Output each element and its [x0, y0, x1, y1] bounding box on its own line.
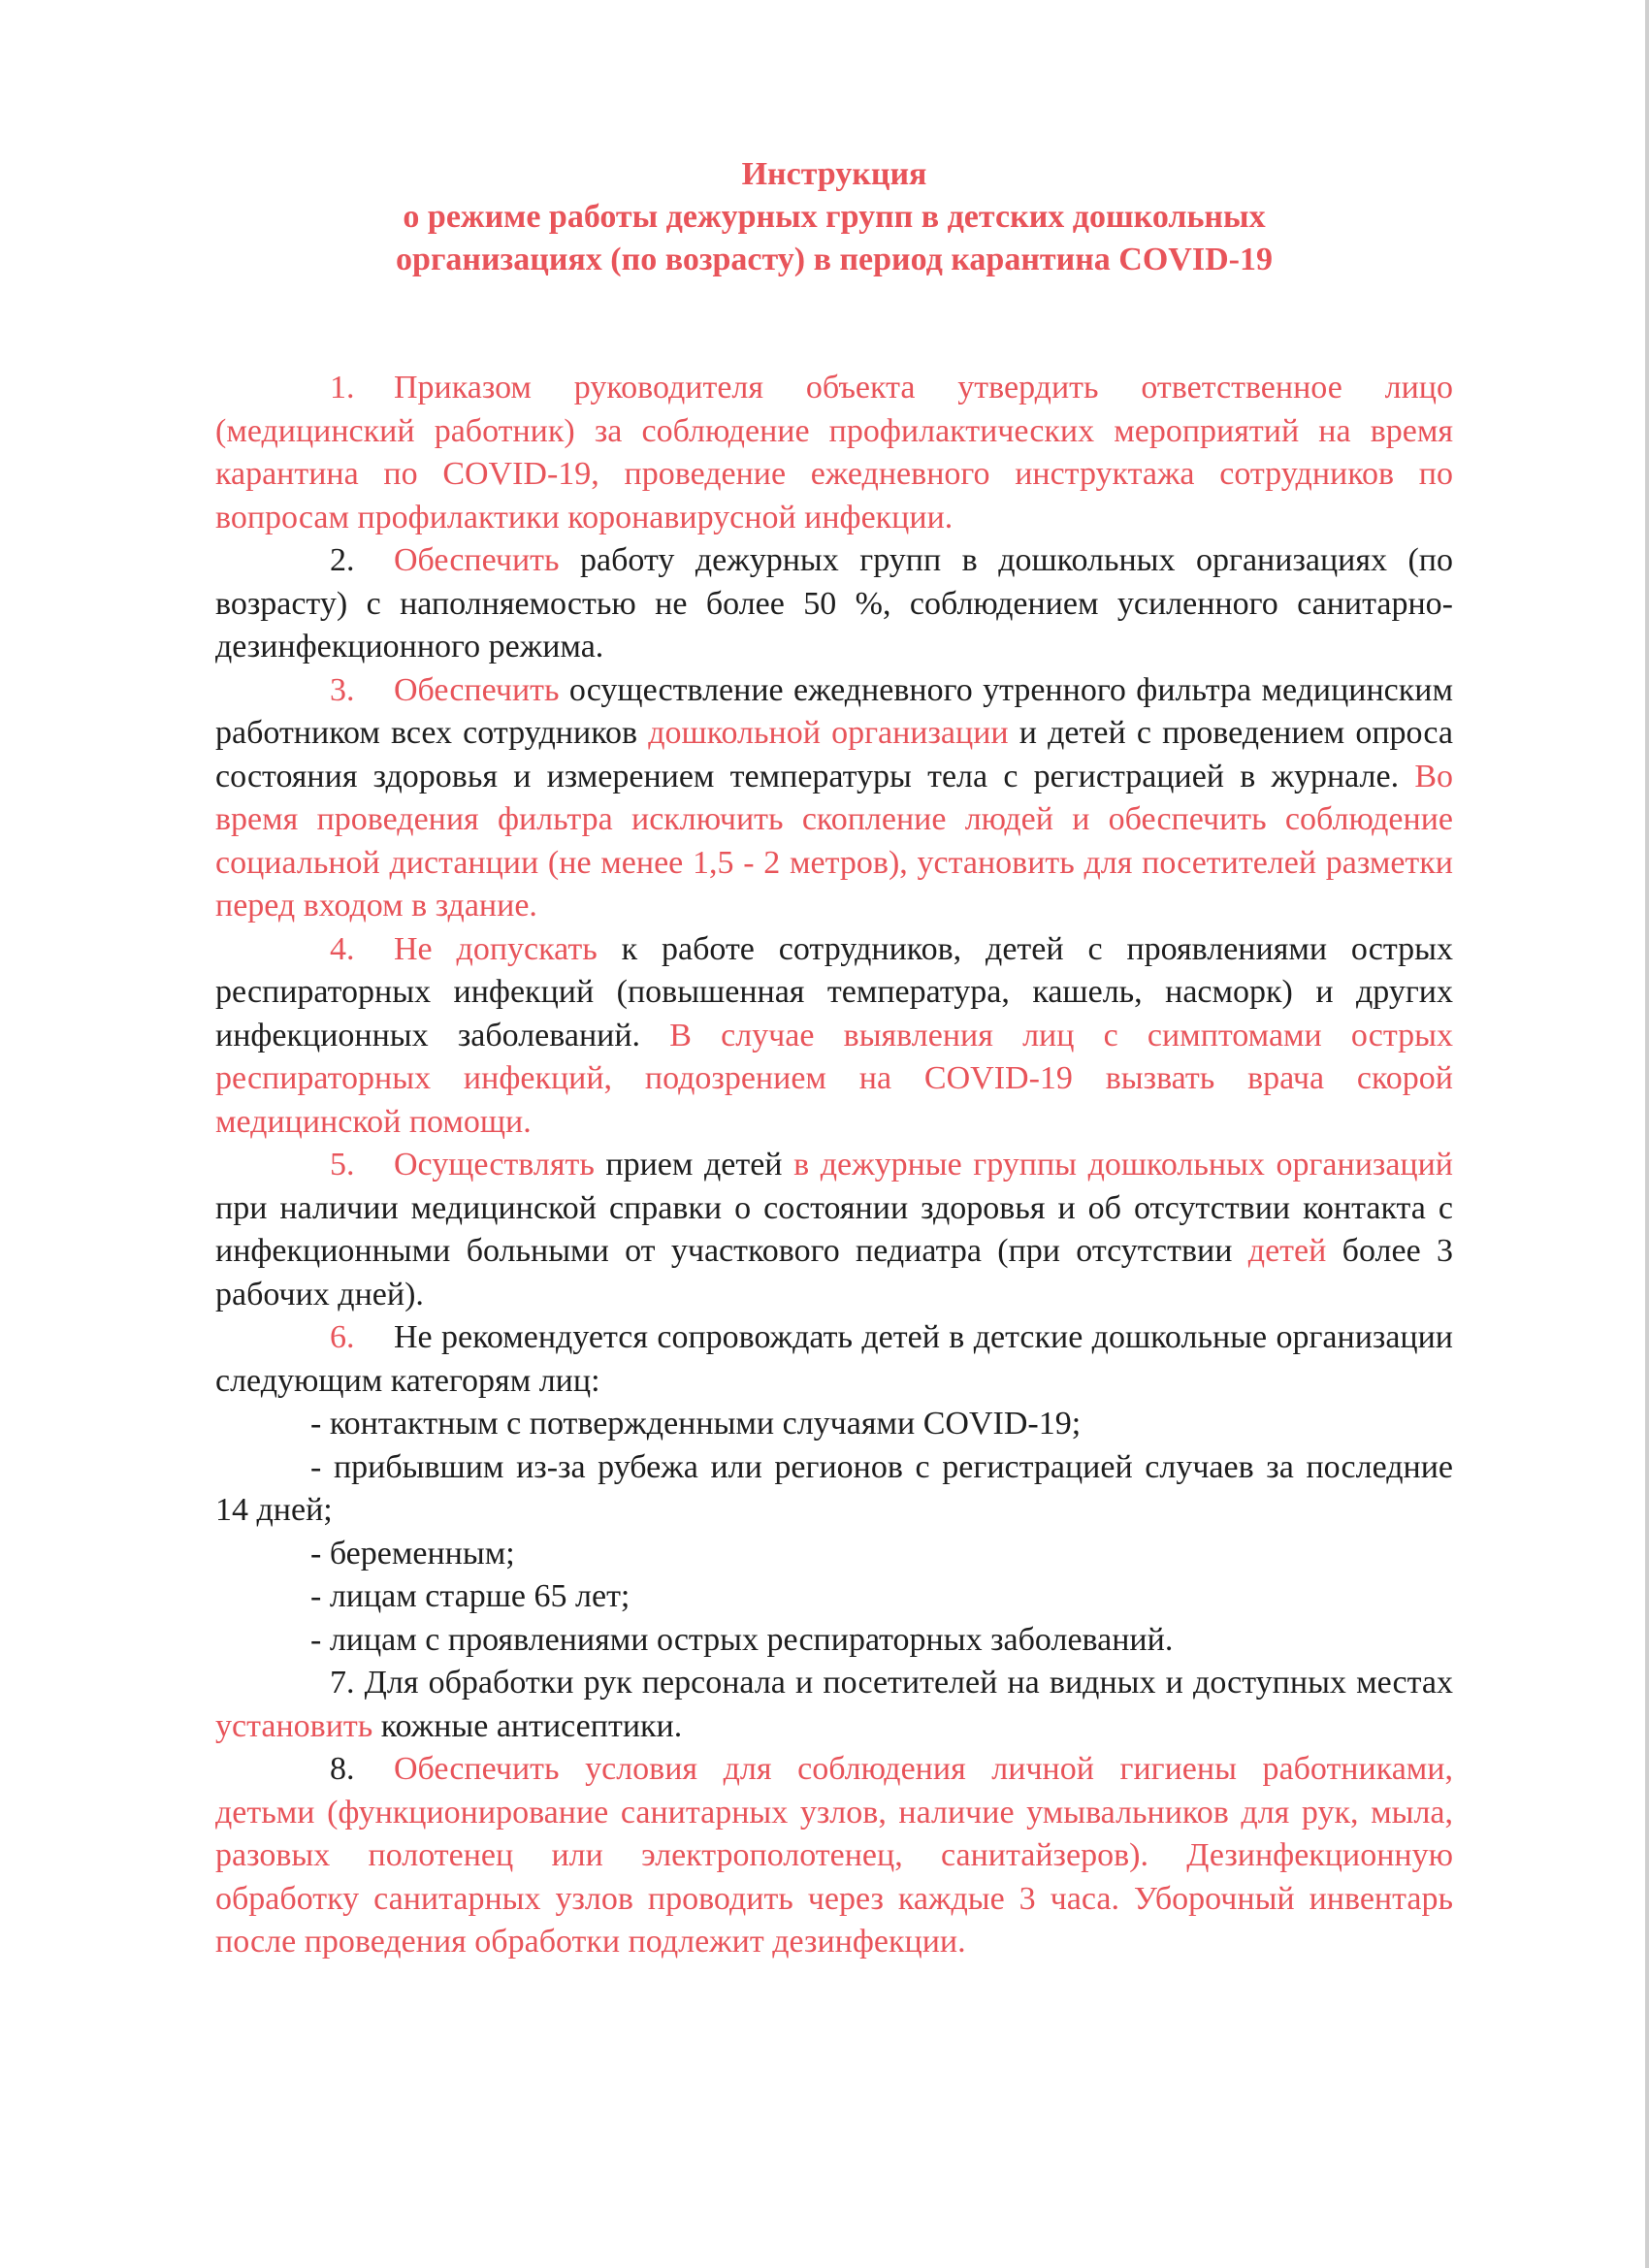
item-6-sub-2: - прибывшим из-за рубежа или регионов с регистрацией случаев за последние 14 дней;	[215, 1448, 1453, 1528]
item-3-number: 3.	[330, 671, 355, 708]
item-6-sub-4: - лицам старше 65 лет;	[310, 1578, 630, 1614]
title-line-1: Инструкция	[741, 156, 927, 192]
item-5-red-2: детей	[1247, 1233, 1327, 1269]
item-1	[215, 367, 1453, 539]
item-8-text: Обеспечить условия для соблюдения личной гигиены работниками, детьми (функционирование санитарных узлов, наличие умывальников для рук, мыла, разовых полотенец или электрополотенец, санитайзеров). Дезинфекционную обработку санитарных узлов проводить через каждые 3 часа. Уборочный инвентарь после проведения обработки подлежит дезинфекции.	[215, 1751, 1453, 1960]
item-8-number: 8.	[330, 1751, 355, 1787]
item-2-text: работу дежурных групп в дошкольных организациях (по возрасту) с наполняемостью не более 50 %, соблюдением усиленного санитарно-дезинфекционного режима.	[215, 542, 1453, 664]
item-3-lead: Обеспечить	[394, 671, 560, 708]
item-3-text-2: и детей с проведением опроса состояния здоровья и измерением температуры тела с регистрацией в журнале.	[215, 715, 1453, 794]
item-3-red-1: дошкольной организации	[648, 715, 1009, 751]
item-4	[215, 928, 1453, 1145]
item-2-lead: Обеспечить	[394, 542, 560, 578]
item-6-sub-1: - контактным с потвержденными случаями COVID-19;	[310, 1406, 1082, 1442]
item-5-text-3: более 3 рабочих дней).	[215, 1233, 1453, 1312]
scan-edge	[1645, 0, 1649, 2268]
item-7-text-1: Для обработки рук персонала и посетителей на видных и доступных местах	[354, 1665, 1453, 1701]
document-body	[215, 367, 1453, 1964]
item-3	[215, 669, 1453, 928]
item-6-text: Не рекомендуется сопровождать детей в детские дошкольные организации следующим категорям лиц:	[215, 1319, 1453, 1399]
item-3-text-1: осуществление ежедневного утренного фильтра медицинским работником всех сотрудников	[215, 671, 1453, 751]
item-2	[215, 539, 1453, 669]
item-5-red-1: в дежурные группы дошкольных организаций	[793, 1147, 1454, 1183]
item-7-red-1: установить	[215, 1707, 373, 1744]
item-5-lead: Осуществлять	[394, 1147, 595, 1183]
item-6-sub-5: - лицам с проявлениями острых респираторных заболеваний.	[310, 1621, 1174, 1658]
item-5-number: 5.	[330, 1147, 355, 1183]
item-4-lead: Не допускать	[394, 930, 598, 967]
item-6-number: 6.	[330, 1319, 355, 1355]
item-6	[215, 1316, 1453, 1403]
title-line-3: организациях (по возрасту) в период карантина COVID-19	[396, 242, 1273, 277]
item-4-text-1: к работе сотрудников, детей с проявлениями острых респираторных инфекций (повышенная температура, кашель, насморк) и других инфекционных заболеваний.	[215, 930, 1453, 1053]
item-4-number: 4.	[330, 930, 355, 967]
item-1-text: Приказом руководителя объекта утвердить ответственное лицо (медицинский работник) за соблюдение профилактических мероприятий на время карантина по COVID-19, проведение ежедневного инструктажа сотрудников по вопросам профилактики коронавирусной инфекции.	[215, 370, 1453, 535]
item-6-sub-3: - беременным;	[310, 1535, 515, 1571]
document-title	[349, 153, 1319, 281]
item-7	[215, 1662, 1453, 1748]
item-1-number: 1.	[330, 370, 355, 405]
title-line-2: о режиме работы дежурных групп в детских дошкольных	[403, 199, 1266, 235]
item-7-number: 7.	[330, 1665, 355, 1701]
item-8	[215, 1748, 1453, 1964]
item-5-text-1: прием детей	[594, 1147, 794, 1183]
item-5	[215, 1144, 1453, 1316]
item-2-number: 2.	[330, 542, 355, 578]
item-5-text-2: при наличии медицинской справки о состоянии здоровья и об отсутствии контакта с инфекционными больными от участкового педиатра (при отсутствии	[215, 1189, 1453, 1269]
item-4-red-1: В случае выявления лиц с симптомами острых респираторных инфекций, подозрением на COVID-19 вызвать врача скорой медицинской помощи.	[215, 1017, 1453, 1140]
item-7-text-2: кожные антисептики.	[372, 1707, 683, 1744]
item-3-red-2: Во время проведения фильтра исключить скопление людей и обеспечить соблюдение социальной дистанции (не менее 1,5 - 2 метров), установить для посетителей разметки перед входом в здание.	[215, 758, 1453, 923]
